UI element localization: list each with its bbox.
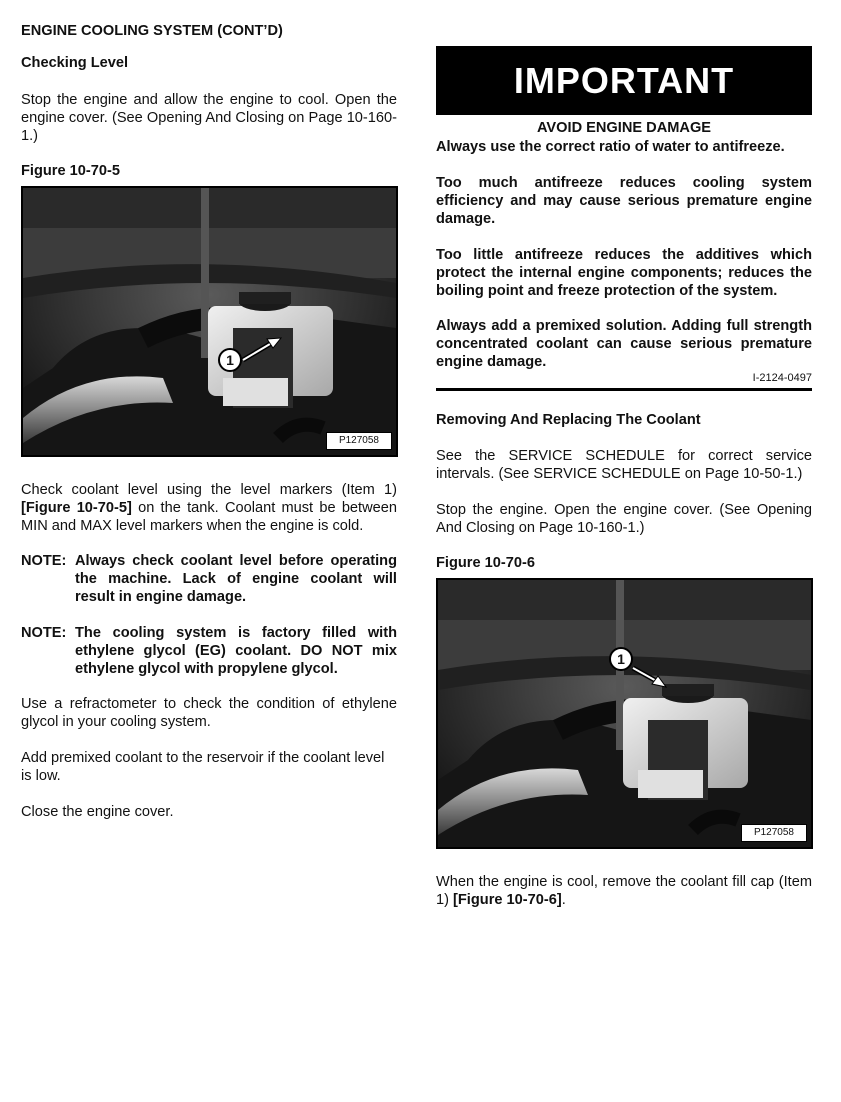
important-p3: Too little antifreeze reduces the additives which protect the internal engine components; reduces the boiling point and freeze protection of the system.: [436, 247, 812, 299]
figure-reference: [Figure 10-70-6]: [453, 892, 562, 908]
remove-cap-text: When the engine is cool, remove the coolant fill cap (Item 1): [436, 874, 812, 908]
important-p4: Always add a premixed solution. Adding full strength concentrated coolant can cause serious premature engine damage.: [436, 318, 812, 370]
remove-cap-paragraph: [436, 873, 812, 909]
photo-number: P127058: [741, 824, 807, 842]
important-banner: IMPORTANT: [436, 46, 812, 115]
item-1-callout: 1: [609, 647, 633, 671]
important-p2: Too much antifreeze reduces cooling system efficiency and may cause serious premature engine damage.: [436, 175, 812, 227]
photo-number: P127058: [326, 432, 392, 450]
note-label: NOTE:: [21, 625, 67, 641]
figure-label-10-70-5: Figure 10-70-5: [21, 163, 120, 179]
figure-label-10-70-6: Figure 10-70-6: [436, 555, 535, 571]
check-coolant-paragraph: [21, 481, 397, 535]
service-schedule-paragraph: See the SERVICE SCHEDULE for correct service intervals. (See SERVICE SCHEDULE on Page 10-50-1.): [436, 448, 812, 482]
note-text: The cooling system is factory filled with ethylene glycol (EG) coolant. DO NOT mix ethylene glycol with propylene glycol.: [75, 625, 397, 677]
important-divider: [436, 388, 812, 391]
important-code: I-2124-0497: [752, 372, 812, 384]
check-text-continued: on the tank. Coolant must be between MIN and MAX level markers when the engine is cold.: [21, 500, 397, 534]
note-label: NOTE:: [21, 553, 67, 569]
check-text: Check coolant level using the level markers (Item 1): [21, 482, 397, 498]
important-p1: Always use the correct ratio of water to antifreeze.: [436, 139, 785, 155]
important-title: AVOID ENGINE DAMAGE: [536, 120, 712, 136]
close-cover-paragraph: Close the engine cover.: [21, 804, 174, 820]
stop-engine-paragraph: Stop the engine. Open the engine cover. (See Opening And Closing on Page 10-160-1.): [436, 502, 812, 536]
item-1-callout: 1: [218, 348, 242, 372]
checking-level-intro: Stop the engine and allow the engine to cool. Open the engine cover. (See Opening And Closing on Page 10-160-1.): [21, 92, 397, 144]
figure-reference: [Figure 10-70-5]: [21, 500, 132, 516]
add-coolant-paragraph: Add premixed coolant to the reservoir if the coolant level is low.: [21, 750, 385, 784]
note-text: Always check coolant level before operating the machine. Lack of engine coolant will result in engine damage.: [75, 553, 397, 605]
figure-10-70-5-photo: [21, 186, 398, 457]
checking-level-heading: Checking Level: [21, 55, 129, 71]
page-title: ENGINE COOLING SYSTEM (CONT’D): [21, 23, 283, 39]
refractometer-paragraph: Use a refractometer to check the condition of ethylene glycol in your cooling system.: [21, 696, 397, 730]
note-check-level: [21, 552, 397, 606]
engine-reservoir-illustration: [23, 188, 396, 455]
note-factory-fill: [21, 624, 397, 678]
remove-cap-period: .: [561, 892, 566, 908]
figure-10-70-6-photo: [436, 578, 813, 849]
remove-replace-heading: Removing And Replacing The Coolant: [436, 412, 701, 428]
engine-reservoir-illustration: [438, 580, 811, 847]
